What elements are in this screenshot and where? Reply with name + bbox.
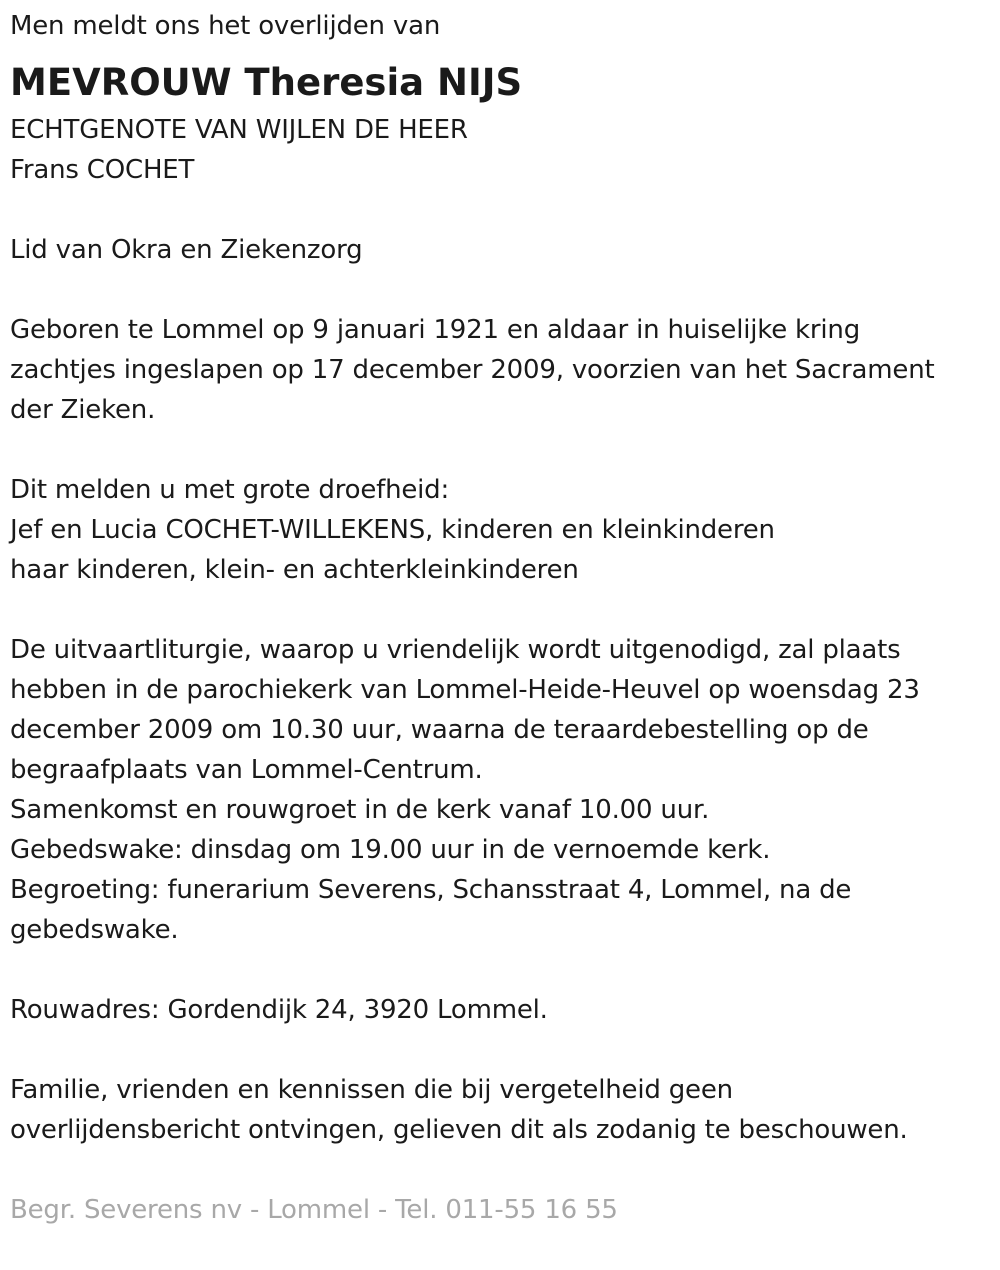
spacer	[10, 190, 990, 230]
paragraph-line: Samenkomst en rouwgroet in de kerk vanaf 10.00 uur.	[10, 795, 710, 825]
paragraph-line: der Zieken.	[10, 395, 156, 425]
paragraph-line: begraafplaats van Lommel-Centrum.	[10, 755, 483, 785]
spacer	[10, 1030, 990, 1070]
paragraph-line: hebben in de parochiekerk van Lommel-Heide-Heuvel op woensdag 23	[10, 675, 920, 705]
spouse-line-1: ECHTGENOTE VAN WIJLEN DE HEER	[10, 115, 468, 145]
intro-text: Men meldt ons het overlijden van	[10, 11, 441, 41]
paragraph-line: Geboren te Lommel op 9 januari 1921 en aldaar in huiselijke kring	[10, 315, 861, 345]
funeral-paragraph	[10, 630, 990, 950]
paragraph-line: haar kinderen, klein- en achterkleinkinderen	[10, 555, 579, 585]
paragraph-line: De uitvaartliturgie, waarop u vriendelijk wordt uitgenodigd, zal plaats	[10, 635, 901, 665]
paragraph-line: gebedswake.	[10, 915, 179, 945]
spacer	[10, 950, 990, 990]
spacer	[10, 590, 990, 630]
paragraph-line: zachtjes ingeslapen op 17 december 2009, voorzien van het Sacrament	[10, 355, 935, 385]
closing-paragraph	[10, 1070, 990, 1150]
spacer	[10, 1150, 990, 1190]
paragraph-line: Familie, vrienden en kennissen die bij vergetelheid geen	[10, 1075, 733, 1105]
paragraph-line: december 2009 om 10.30 uur, waarna de teraardebestelling op de	[10, 715, 869, 745]
paragraph-line: Dit melden u met grote droefheid:	[10, 475, 450, 505]
paragraph-line: Gebedswake: dinsdag om 19.00 uur in de vernoemde kerk.	[10, 835, 771, 865]
mourning-address: Rouwadres: Gordendijk 24, 3920 Lommel.	[10, 995, 548, 1025]
family-paragraph	[10, 470, 990, 590]
birth-death-paragraph	[10, 310, 990, 430]
spouse-line-2: Frans COCHET	[10, 155, 195, 185]
funeral-home-footer: Begr. Severens nv - Lommel - Tel. 011-55 16 55	[10, 1195, 618, 1225]
deceased-name: MEVROUW Theresia NIJS	[10, 61, 523, 104]
paragraph-line: Begroeting: funerarium Severens, Schansstraat 4, Lommel, na de	[10, 875, 852, 905]
spacer	[10, 430, 990, 470]
paragraph-line: Jef en Lucia COCHET-WILLEKENS, kinderen en kleinkinderen	[10, 515, 775, 545]
paragraph-line: overlijdensbericht ontvingen, gelieven dit als zodanig te beschouwen.	[10, 1115, 908, 1145]
spacer	[10, 270, 990, 310]
membership-text: Lid van Okra en Ziekenzorg	[10, 235, 363, 265]
